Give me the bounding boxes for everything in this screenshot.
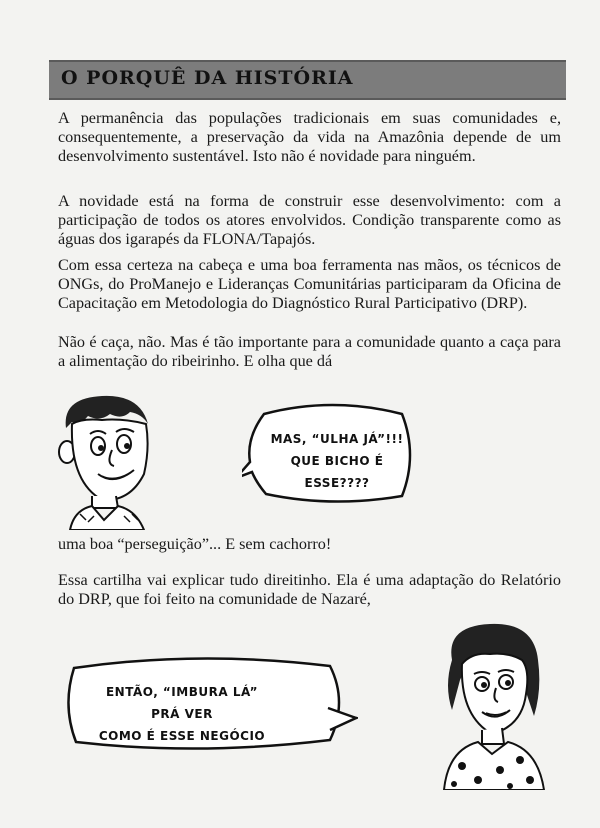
woman-speech-text	[92, 681, 272, 747]
paragraph-1: A permanência das populações tradicionais em suas comunidades e, consequentemente, a preservação da vida na Amazônia depende de um desenvolvimento sustentável. Isto não é novidade para ninguém.	[58, 109, 561, 166]
paragraph-2: A novidade está na forma de construir esse desenvolvimento: com a participação de todos os atores envolvidos. Condição transparente como as águas dos igarapés da FLONA/Tapajós.	[58, 192, 561, 249]
boy-speech-line-2: QUE BICHO É ESSE????	[290, 454, 384, 490]
section-title: O PORQUÊ DA HISTÓRIA	[61, 67, 354, 89]
boy-illustration	[52, 390, 162, 530]
paragraph-3: Com essa certeza na cabeça e uma boa ferramenta nas mãos, os técnicos de ONGs, do ProManejo e Lideranças Comunitárias participaram da Oficina de Capacitação em Metodologia do Diagnóstico Rural Participativo (DRP).	[58, 256, 561, 313]
woman-illustration	[438, 620, 548, 790]
woman-speech-line-2: COMO É ESSE NEGÓCIO	[98, 729, 266, 743]
paragraph-6: Essa cartilha vai explicar tudo direitinho. Ela é uma adaptação do Relatório do DRP, que foi feito na comunidade de Nazaré,	[58, 571, 561, 609]
paragraph-5: uma boa “perseguição”... E sem cachorro!	[58, 535, 332, 553]
boy-speech-line-1: MAS, “ULHA JÁ”!!!	[270, 432, 404, 446]
woman-speech-line-1: ENTÃO, “IMBURA LÁ” PRÁ VER	[105, 685, 259, 721]
paragraph-4: Não é caça, não. Mas é tão importante para a comunidade quanto a caça para a alimentação do ribeirinho. E olha que dá	[58, 333, 561, 371]
section-title-bar	[49, 60, 566, 100]
boy-speech-text	[262, 428, 412, 494]
